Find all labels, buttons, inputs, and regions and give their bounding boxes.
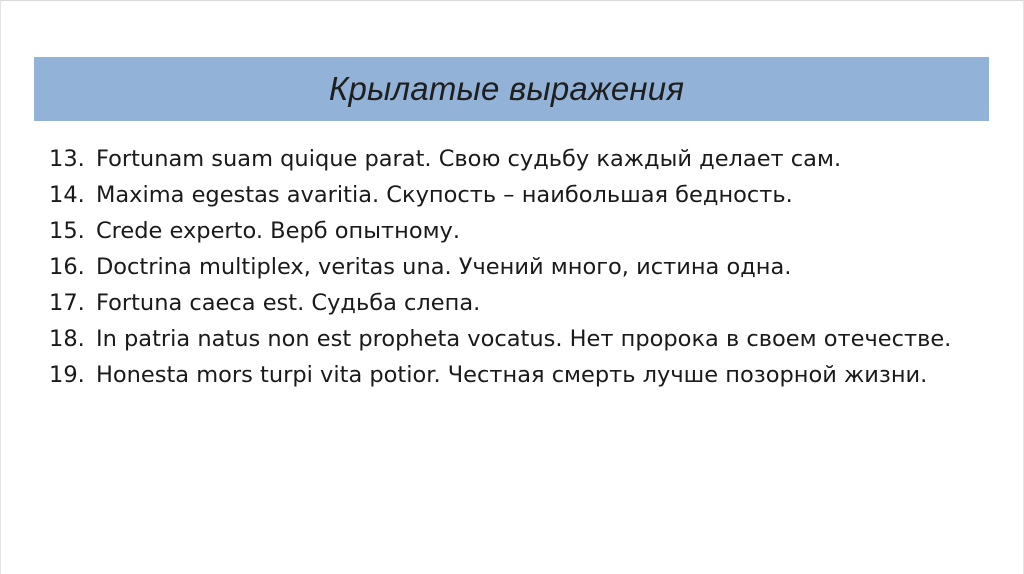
item-text: Crede experto. Верб опытному. [95, 218, 461, 244]
item-text: Doctrina multiplex, veritas una. Учений много, истина одна. [95, 254, 792, 280]
item-number: 19. [49, 362, 85, 388]
list-item [49, 250, 981, 284]
slide-title: Крылатые выражения [328, 70, 685, 107]
list-item [49, 142, 981, 176]
list-item [49, 214, 981, 248]
item-number: 14. [49, 182, 85, 208]
item-number: 15. [49, 218, 85, 244]
item-text: Fortuna caeca est. Судьба слепа. [95, 290, 481, 316]
item-text: In patria natus non est propheta vocatus. Нет пророка в своем отечестве. [95, 326, 952, 352]
item-text: Honesta mors turpi vita potior. Честная смерть лучше позорной жизни. [95, 362, 928, 388]
list-item [49, 178, 981, 212]
item-number: 16. [49, 254, 85, 280]
item-text: Maxima egestas avaritia. Скупость – наибольшая бедность. [95, 182, 793, 208]
title-bar [34, 57, 989, 121]
item-text: Fortunam suam quique parat. Свою судьбу каждый делает сам. [95, 146, 842, 172]
list-item [49, 358, 981, 392]
item-number: 18. [49, 326, 85, 352]
item-number: 17. [49, 290, 85, 316]
list-item [49, 286, 981, 320]
list-item [49, 322, 981, 356]
phrase-list [49, 142, 981, 394]
item-number: 13. [49, 146, 85, 172]
